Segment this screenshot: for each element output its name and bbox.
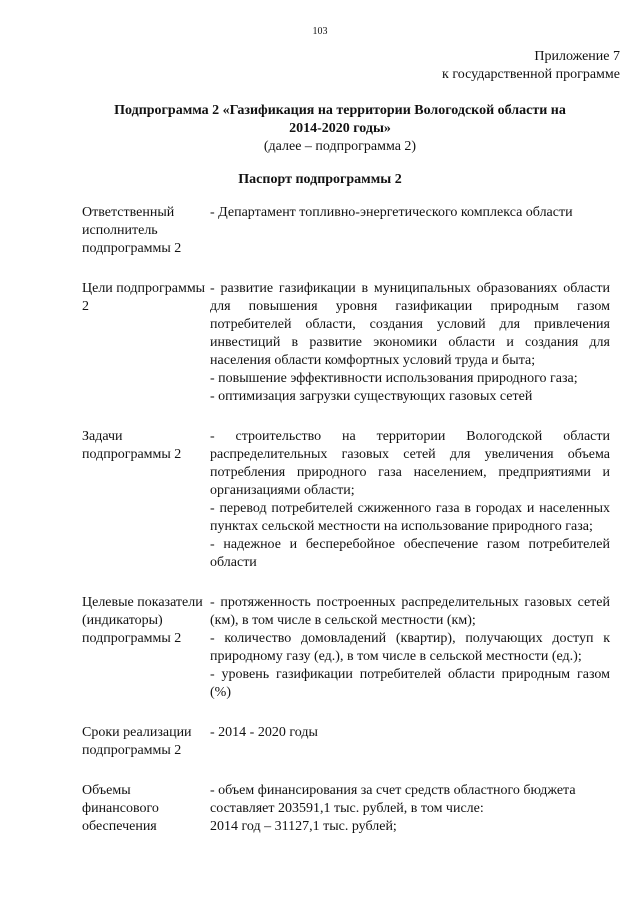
- row-label: Объемы финансового обеспечения: [82, 783, 159, 834]
- row-item: - развитие газификации в муниципальных образованиях области для повышения уровня газификации природным газом потребителей области, создания условий для привлечения инвестиций в развитие экономики области и создания для населения области комфортных условий труда и быта;: [210, 281, 610, 368]
- passport-row-responsible: [82, 204, 610, 258]
- title-line-2: 2014-2020 годы»: [289, 121, 391, 136]
- row-label: Цели подпрограммы 2: [82, 281, 206, 314]
- passport-row-timeline: [82, 724, 610, 760]
- passport-row-goals: [82, 280, 610, 406]
- row-item: 2014 год – 31127,1 тыс. рублей;: [210, 819, 397, 834]
- passport-table: [82, 204, 610, 836]
- row-item: - оптимизация загрузки существующих газовых сетей: [210, 389, 533, 404]
- row-content: [210, 724, 610, 760]
- row-item: - перевод потребителей сжиженного газа в городах и населенных пунктах сельской местности на использование природного газа;: [210, 501, 610, 534]
- appendix-line-2: к государственной программе: [442, 67, 620, 82]
- title-line-1: Подпрограмма 2 «Газификация на территории Вологодской области на: [114, 103, 566, 118]
- title-line-3: (далее – подпрограмма 2): [263, 139, 417, 154]
- row-label: Задачи подпрограммы 2: [82, 429, 182, 462]
- passport-row-indicators: [82, 594, 610, 702]
- row-item: - уровень газификации потребителей области природным газом (%): [210, 667, 610, 700]
- row-label: Целевые показатели (индикаторы) подпрограммы 2: [82, 595, 203, 646]
- row-item: - строительство на территории Вологодской области распределительных газовых сетей для увеличения объема потребления природного газа населением, предприятиями и организациями области;: [210, 429, 610, 498]
- row-content: [210, 204, 610, 258]
- row-content: [210, 428, 610, 572]
- passport-row-tasks: [82, 428, 610, 572]
- row-label: Ответственный исполнитель подпрограммы 2: [82, 205, 182, 256]
- row-content: [210, 280, 610, 406]
- appendix-line-1: Приложение 7: [534, 49, 620, 64]
- row-item: - повышение эффективности использования природного газа;: [210, 371, 578, 386]
- row-label: Сроки реализации подпрограммы 2: [82, 725, 192, 758]
- page-number: 103: [312, 26, 328, 37]
- row-item: - 2014 - 2020 годы: [210, 725, 318, 740]
- appendix-reference: [442, 48, 620, 84]
- row-content: [210, 594, 610, 702]
- passport-title: Паспорт подпрограммы 2: [238, 172, 402, 187]
- row-item: - объем финансирования за счет средств областного бюджета составляет 203591,1 тыс. рублей, в том числе:: [210, 783, 576, 816]
- row-item: - надежное и бесперебойное обеспечение газом потребителей области: [210, 537, 610, 570]
- row-item: - количество домовладений (квартир), получающих доступ к природному газу (ед.), в том числе в сельской местности (ед.);: [210, 631, 610, 664]
- row-item: - протяженность построенных распределительных газовых сетей (км), в том числе в сельской местности (км);: [210, 595, 610, 628]
- subprogram-title: [60, 102, 620, 156]
- row-item: - Департамент топливно-энергетического комплекса области: [210, 205, 573, 220]
- passport-row-financing: [82, 782, 610, 836]
- row-content: [210, 782, 610, 836]
